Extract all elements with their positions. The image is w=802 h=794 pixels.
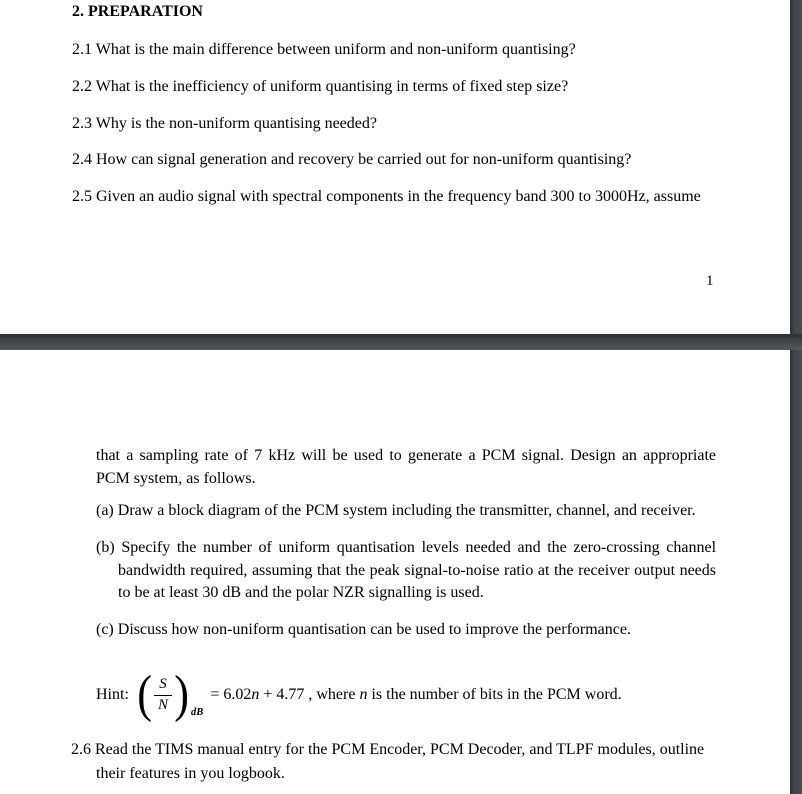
page-gap-separator: [0, 334, 802, 350]
page-number: 1: [706, 273, 714, 289]
question-2-6: [71, 738, 717, 785]
list-item-c: [96, 619, 716, 642]
list-item-line: to be at least 30 dB and the polar NZR signalling is used.: [118, 584, 484, 601]
list-item-line: [96, 500, 716, 523]
open-paren: (: [137, 666, 152, 723]
question-text: Read the TIMS manual entry for the PCM Encoder, PCM Decoder, and TLPF modules, outline: [95, 741, 705, 758]
item-label: (a): [96, 502, 114, 519]
paragraph-2-5-continued: [96, 445, 716, 490]
paragraph-line: that a sampling rate of 7 kHz will be used to generate a PCM signal. Design an appropriate: [96, 447, 716, 464]
item-label: (b): [96, 539, 115, 556]
question-number: 2.6: [71, 741, 91, 758]
hint-label: Hint:: [96, 686, 129, 703]
list-item-b: [96, 537, 716, 605]
question-line: [71, 738, 717, 762]
equation-text: + 4.77 , where: [259, 686, 360, 703]
equation-text: = 6.02: [210, 686, 252, 703]
paragraph-line: PCM system, as follows.: [96, 469, 256, 487]
list-item-a: [96, 500, 716, 523]
list-item-line: [96, 619, 716, 642]
question-2-4: 2.4 How can signal generation and recovery be carried out for non-uniform quantising?: [72, 151, 632, 168]
fraction-denominator: N: [157, 696, 168, 713]
item-text: Draw a block diagram of the PCM system including the transmitter, channel, and receiver.: [117, 502, 696, 519]
item-text: Specify the number of uniform quantisation levels needed and the zero-crossing channel: [121, 539, 717, 556]
document-page-1: [0, 0, 790, 334]
item-label: (c): [96, 621, 114, 638]
equation-variable-n: n: [251, 686, 260, 703]
db-subscript: dB: [191, 707, 204, 718]
hint-formula: [96, 668, 622, 722]
list-item-line: [96, 537, 716, 560]
list-item-line: bandwidth required, assuming that the peak signal-to-noise ratio at the receiver output needs: [118, 561, 716, 579]
fraction-numerator: S: [154, 677, 172, 696]
formula-equation: [210, 686, 621, 704]
fraction-s-over-n: [154, 677, 172, 714]
section-heading: 2. PREPARATION: [72, 3, 203, 20]
item-text: Discuss how non-uniform quantisation can be used to improve the performance.: [117, 621, 631, 638]
document-page-2: [0, 350, 790, 794]
question-2-5: 2.5 Given an audio signal with spectral components in the frequency band 300 to 3000Hz, assume: [72, 188, 701, 205]
question-2-3: 2.3 Why is the non-uniform quantising needed?: [72, 115, 377, 132]
question-2-2: 2.2 What is the inefficiency of uniform quantising in terms of fixed step size?: [72, 78, 569, 95]
equation-variable-n: n: [359, 686, 368, 703]
question-line: their features in you logbook.: [96, 764, 285, 782]
viewer-background-right: [790, 0, 802, 794]
close-paren: ): [174, 666, 189, 723]
equation-text: is the number of bits in the PCM word.: [367, 686, 622, 703]
question-2-1: 2.1 What is the main difference between uniform and non-uniform quantising?: [72, 41, 576, 58]
